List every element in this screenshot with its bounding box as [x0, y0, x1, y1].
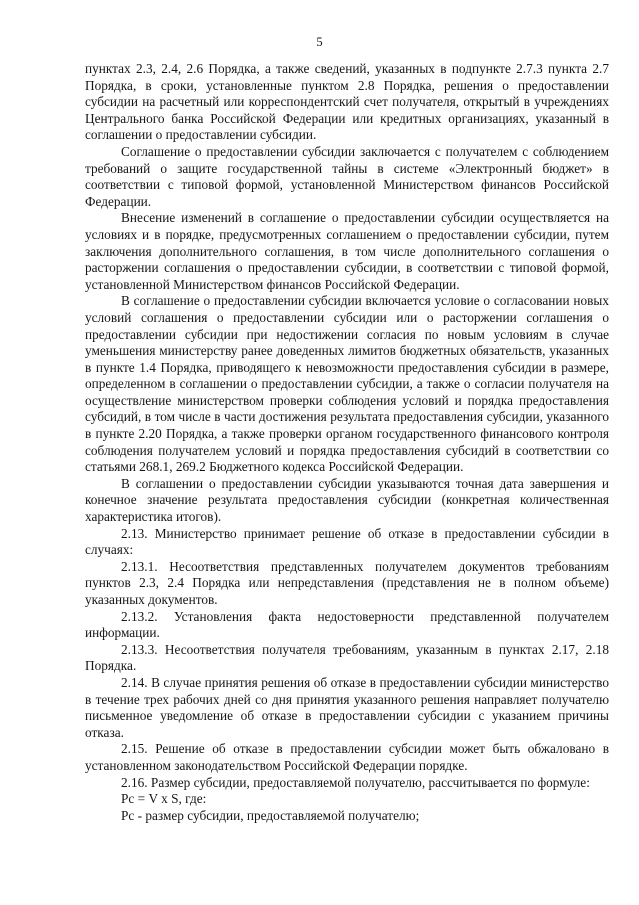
- paragraph-completion-date: В соглашении о предоставлении субсидии указываются точная дата завершения и конечное значение результата предоставления субсидии (конкретная количественная характеристика итогов).: [85, 475, 609, 525]
- document-body: [85, 61, 609, 824]
- paragraph-formula: Рс = V x S, где:: [121, 791, 207, 807]
- paragraph-agreement: Соглашение о предоставлении субсидии заключается с получателем с соблюдением требований о защите государственной тайны в системе «Электронный бюджет» в соответствии с типовой формой, установленной Министерством финансов Российской Федерации.: [85, 143, 609, 209]
- paragraph-2-13: 2.13. Министерство принимает решение об отказе в предоставлении субсидии в случаях:: [85, 525, 609, 558]
- page-number: 5: [316, 35, 323, 49]
- paragraph-2-16: 2.16. Размер субсидии, предоставляемой получателю, рассчитывается по формуле:: [121, 774, 590, 790]
- paragraph-2-13-3: 2.13.3. Несоответствия получателя требованиям, указанным в пунктах 2.17, 2.18 Порядка.: [85, 641, 609, 674]
- paragraph-2-15: 2.15. Решение об отказе в предоставлении субсидии может быть обжаловано в установленном законодательством Российской Федерации порядке.: [85, 741, 609, 773]
- paragraph-2-13-2: 2.13.2. Установления факта недостоверности представленной получателем информации.: [85, 608, 609, 641]
- paragraph-amendments: Внесение изменений в соглашение о предоставлении субсидии осуществляется на условиях и в порядке, предусмотренных соглашением о предоставлении субсидии, путем заключения дополнительного соглашения, в том числе дополнительного соглашения о расторжении соглашения о предоставлении субсидии, в соответствии с типовой формой, установленной Министерством финансов Российской Федерации.: [85, 210, 609, 292]
- paragraph-continuation: пунктах 2.3, 2.4, 2.6 Порядка, а также сведений, указанных в подпункте 2.7.3 пункта 2.7 Порядка, в сроки, установленные пунктом 2.8 Порядка, решения о предоставлении субсидии на расчетный или корреспондентский счет получателя, открытый в учреждениях Центрального банка Российской Федерации или кредитных организациях, указанный в соглашении о предоставлении субсидии.: [85, 61, 609, 143]
- paragraph-rc-def: Рс - размер субсидии, предоставляемой получателю;: [121, 807, 420, 823]
- paragraph-2-13-1: 2.13.1. Несоответствия представленных получателем документов требованиям пунктов 2.3, 2.4 Порядка или непредставления (представления не в полном объеме) указанных документов.: [85, 558, 609, 607]
- paragraph-conditions: В соглашение о предоставлении субсидии включается условие о согласовании новых условий соглашения о предоставлении субсидии или о расторжении соглашения о предоставлении субсидии при недостижении согласия по новым условиям в случае уменьшения министерству ранее доведенных лимитов бюджетных обязательств, указанных в пункте 1.4 Порядка, приводящего к невозможности предоставления субсидии в размере, определенном в соглашении о предоставлении субсидии, а также о согласии получателя на осуществление министерством проверки соблюдения условий и порядка предоставления субсидий, в том числе в части достижения результата предоставления субсидии, указанного в пункте 2.20 Порядка, а также проверки органом государственного финансового контроля соблюдения получателем условий и порядка предоставления субсидий в соответствии со статьями 268.1, 269.2 Бюджетного кодекса Российской Федерации.: [85, 293, 609, 475]
- paragraph-2-14: 2.14. В случае принятия решения об отказе в предоставлении субсидии министерство в течение трех рабочих дней со дня принятия указанного решения направляет получателю письменное уведомление об отказе в предоставлении субсидии с указанием причины отказа.: [85, 674, 609, 740]
